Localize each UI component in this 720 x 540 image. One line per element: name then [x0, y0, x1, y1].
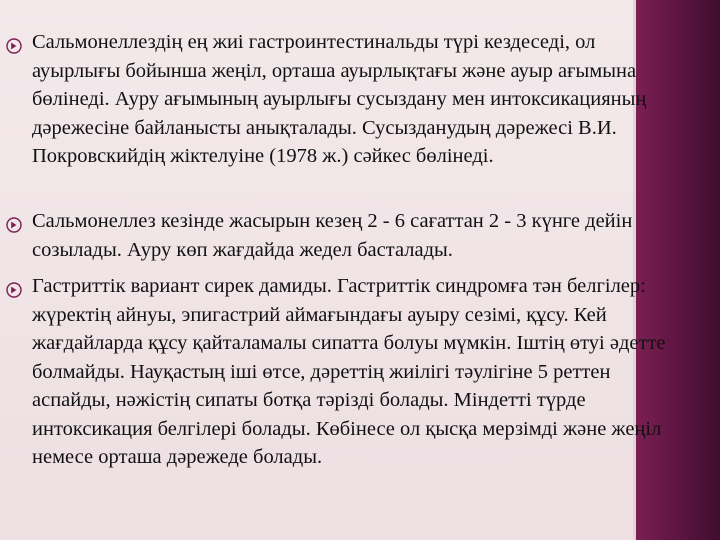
- bullet-text: Сальмонеллездің ең жиі гастроинтестинальды түрі кездеседі, ол ауырлығы бойынша жеңіл, орташа ауырлықтағы және ауыр ағымына бөлінеді. Ауру ағымының ауырлығы сусыздану мен интоксикацияның дәрежесіне байланысты анықталады. Сусызданудың дәрежесі В.И. Покровскийдің жіктелуіне (1978 ж.) сәйкес бөлінеді.: [32, 31, 647, 167]
- bullet-text: Сальмонеллез кезінде жасырын кезең 2 - 6 сағаттан 2 - 3 күнге дейін созылады. Ауру көп жағдайда жедел басталады.: [32, 210, 633, 261]
- bullet-item: [32, 28, 682, 171]
- bullet-item: [32, 272, 682, 472]
- circled-arrow-bullet-icon: [6, 278, 22, 294]
- circled-arrow-bullet-icon: [6, 34, 22, 50]
- bullet-item: [32, 207, 682, 264]
- bullet-text: Гастриттік вариант сирек дамиды. Гастриттік синдромға тән белгілер: жүректің айнуы, эпигастрий аймағындағы ауыру сезімі, құсу. Кей жағдайларда құсу қайталамалы сипатта болуы мүмкін. Іштің өтуі әдетте болмайды. Науқастың іші өтсе, дәреттің жиілігі тәулігіне 5 реттен аспайды, нәжістің сипаты ботқа тәрізді болады. Міндетті түрде интоксикация белгілері болады. Көбінесе ол қысқа мерзімді және жеңіл немесе орташа дәрежеде болады.: [32, 275, 666, 468]
- circled-arrow-bullet-icon: [6, 213, 22, 229]
